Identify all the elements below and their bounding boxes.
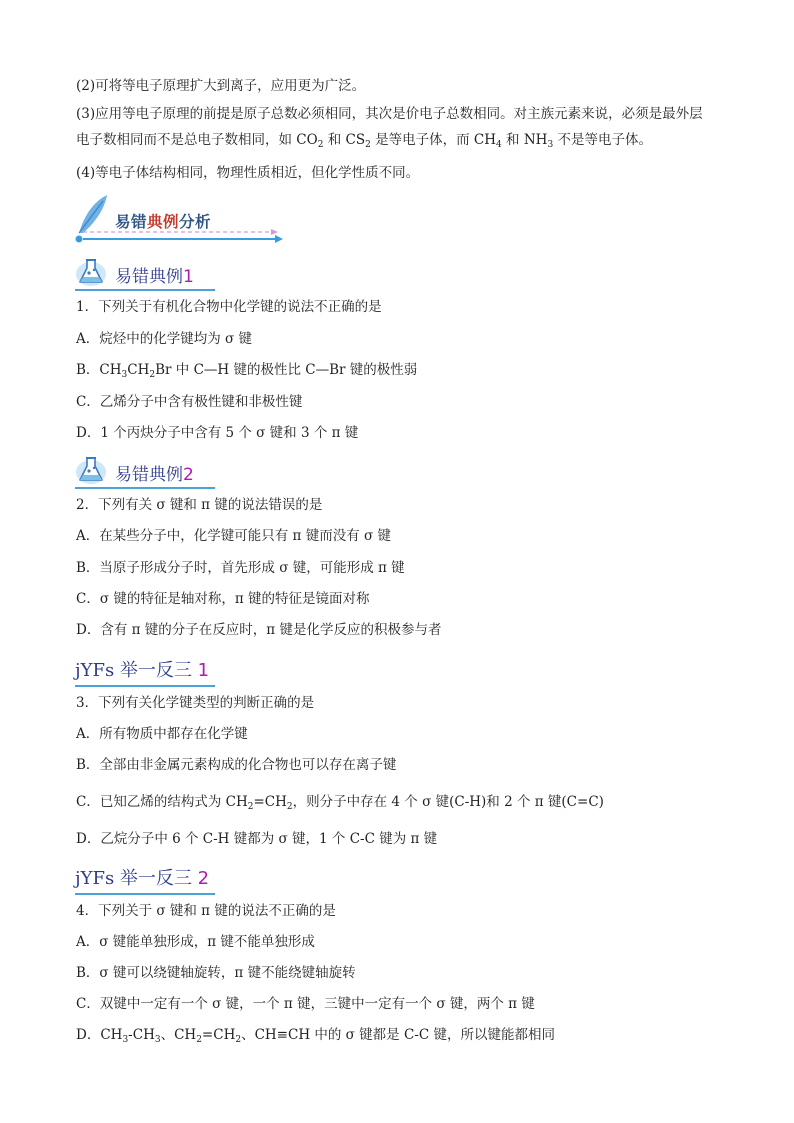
- practice-2-heading: [75, 862, 215, 892]
- heading-underline: [75, 289, 215, 291]
- section-title-part1: 易错: [115, 213, 148, 231]
- q2-option-c: C．σ 键的特征是轴对称，π 键的特征是镜面对称: [76, 591, 370, 607]
- q4-option-b: B．σ 键可以绕键轴旋转，π 键不能绕键轴旋转: [76, 965, 356, 981]
- q3-option-c: C．已知乙烯的结构式为 $CH_2=CH_2$，则分子中存在 4 个 σ 键(C-H)和 2 个 π 键(C=C): [76, 794, 604, 812]
- section-title-part3: 分析: [179, 213, 212, 231]
- q1-option-a: A．烷烃中的化学键均为 σ 键: [76, 331, 253, 347]
- practice-2-number: 2: [197, 868, 210, 889]
- question-4: 4．下列关于 σ 键和 π 键的说法不正确的是: [76, 903, 336, 919]
- intro-line-4: (4)等电子体结构相同，物理性质相近，但化学性质不同。: [76, 165, 420, 181]
- practice-1-heading: [75, 654, 215, 684]
- section-title-part2: 典例: [147, 213, 180, 231]
- q2-option-a: A．在某些分子中，化学键可能只有 π 键而没有 σ 键: [76, 528, 392, 544]
- example-2-title: 易错典例: [115, 465, 183, 485]
- q1-option-b: B．$CH_3CH_2Br$ 中 C—H 键的极性比 C—Br 键的极性弱: [76, 362, 418, 380]
- heading-underline: [75, 893, 215, 895]
- q2-option-b: B．当原子形成分子时，首先形成 σ 键，可能形成 π 键: [76, 560, 405, 576]
- question-1: 1．下列关于有机化合物中化学键的说法不正确的是: [76, 299, 382, 315]
- example-1-heading: [75, 258, 215, 288]
- practice-1-title: jYFs 举一反三: [75, 660, 192, 681]
- q4-option-d: D．$CH_3-CH_3$、$CH_2=CH_2$、CH≡CH 中的 σ 键都是 C-C 键，所以键能都相同: [76, 1027, 555, 1045]
- example-1-title: 易错典例: [115, 267, 183, 287]
- q3-option-d: D．乙烷分子中 6 个 C-H 键都为 σ 键，1 个 C-C 键为 π 键: [76, 831, 438, 847]
- heading-underline: [75, 487, 215, 489]
- flask-icon: [75, 454, 109, 486]
- q3-option-a: A．所有物质中都存在化学键: [76, 726, 248, 742]
- question-2: 2．下列有关 σ 键和 π 键的说法错误的是: [76, 497, 323, 513]
- q3-option-b: B．全部由非金属元素构成的化合物也可以存在离子键: [76, 757, 397, 773]
- q1-option-c: C．乙烯分子中含有极性键和非极性键: [76, 394, 303, 410]
- example-2-heading: [75, 456, 215, 486]
- practice-1-number: 1: [197, 660, 210, 681]
- intro-line-3b: 电子数相同而不是总电子数相同，如 $CO_2$ 和 $CS_2$ 是等电子体，而 $CH_4$ 和 $NH_3$ 不是等电子体。: [76, 132, 652, 150]
- flask-icon: [75, 256, 109, 288]
- q4-option-c: C．双键中一定有一个 σ 键，一个 π 键，三键中一定有一个 σ 键，两个 π 键: [76, 996, 535, 1012]
- heading-underline: [75, 685, 215, 687]
- q4-option-a: A．σ 键能单独形成，π 键不能单独形成: [76, 934, 315, 950]
- example-1-number: 1: [183, 267, 194, 287]
- question-3: 3．下列有关化学键类型的判断正确的是: [76, 695, 315, 711]
- intro-line-3a: (3)应用等电子原理的前提是原子总数必须相同，其次是价电子总数相同。对主族元素来说，必须是最外层: [76, 106, 703, 122]
- q2-option-d: D．含有 π 键的分子在反应时，π 键是化学反应的积极参与者: [76, 622, 442, 638]
- practice-2-title: jYFs 举一反三: [75, 868, 192, 889]
- q1-option-d: D．1 个丙炔分子中含有 5 个 σ 键和 3 个 π 键: [76, 425, 359, 441]
- intro-line-2: (2)可将等电子原理扩大到离子，应用更为广泛。: [76, 78, 366, 94]
- example-2-number: 2: [183, 465, 194, 485]
- section-title: [75, 193, 290, 245]
